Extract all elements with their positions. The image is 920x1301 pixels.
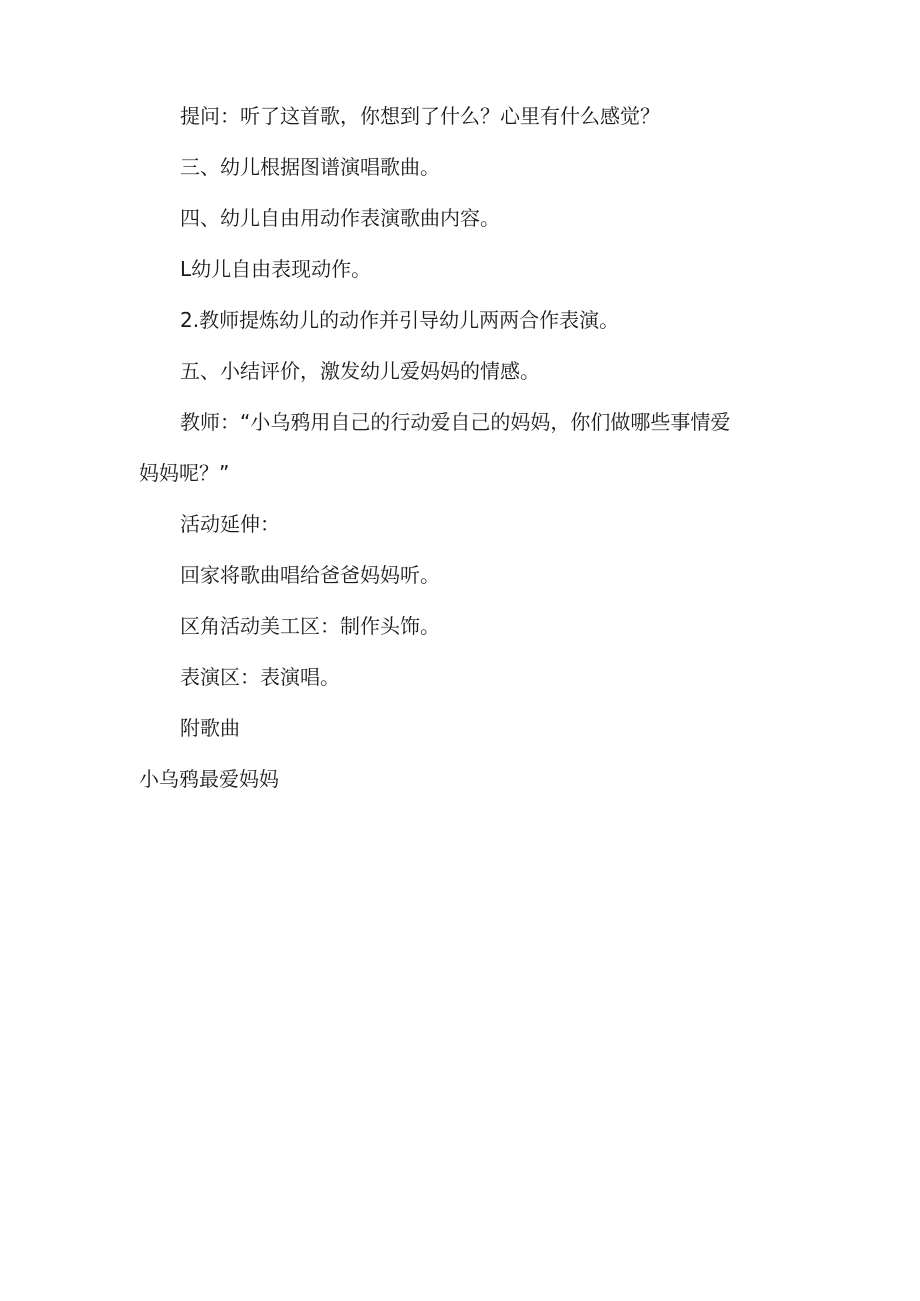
paragraph-step-five: 五、小结评价，激发幼儿爱妈妈的情感。 (180, 359, 540, 383)
paragraph-step-four: 四、幼儿自由用动作表演歌曲内容。 (180, 206, 500, 230)
paragraph-step-three: 三、幼儿根据图谱演唱歌曲。 (180, 155, 440, 179)
paragraph-substep-two: 2.教师提炼幼儿的动作并引导幼儿两两合作表演。 (180, 308, 620, 332)
paragraph-teacher-quote-continued: 妈妈呢？” (139, 461, 230, 485)
paragraph-home-activity: 回家将歌曲唱给爸爸妈妈听。 (180, 563, 440, 587)
paragraph-substep-one: L幼儿自由表现动作。 (180, 257, 372, 281)
paragraph-question: 提问：听了这首歌，你想到了什么？心里有什么感觉？ (180, 104, 660, 128)
paragraph-teacher-quote: 教师：“小乌鸦用自己的行动爱自己的妈妈，你们做哪些事情爱 (180, 410, 731, 434)
paragraph-appendix-label: 附歌曲 (180, 716, 240, 740)
paragraph-performance-area: 表演区：表演唱。 (180, 665, 340, 689)
paragraph-art-corner: 区角活动美工区：制作头饰。 (180, 614, 440, 638)
paragraph-extension-heading: 活动延伸： (180, 512, 280, 536)
song-title: 小乌鸦最爱妈妈 (139, 767, 279, 791)
